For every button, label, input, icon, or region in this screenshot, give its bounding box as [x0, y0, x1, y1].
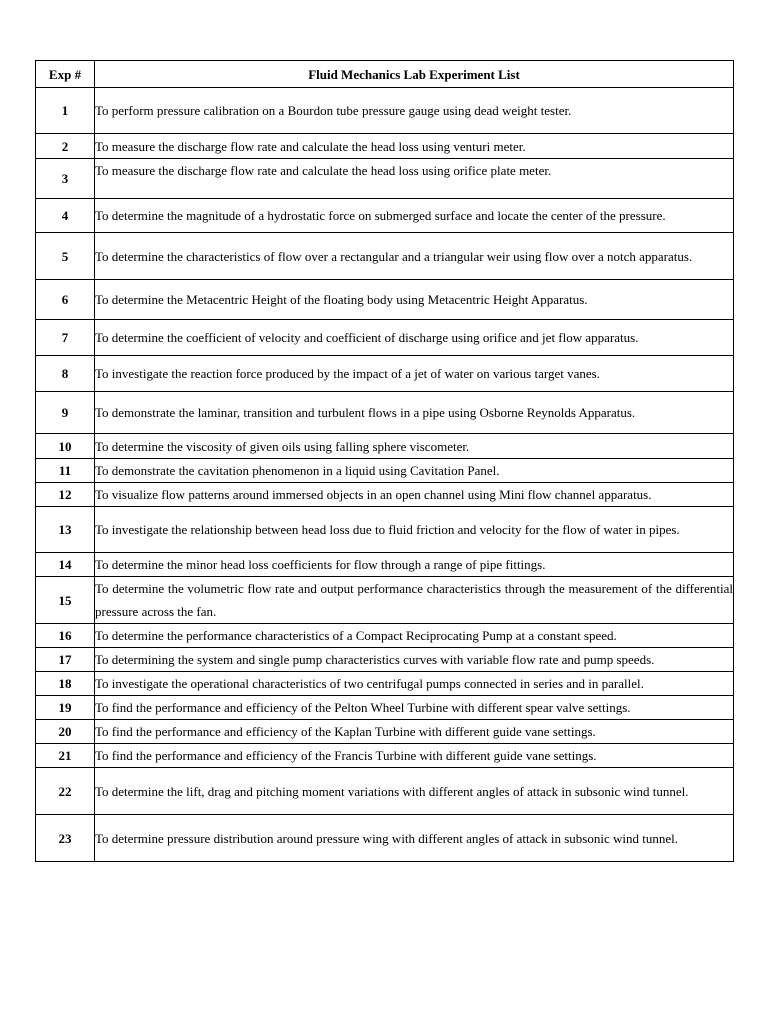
experiment-description: To demonstrate the cavitation phenomenon in a liquid using Cavitation Panel.: [95, 459, 734, 483]
table-title: Fluid Mechanics Lab Experiment List: [95, 61, 734, 88]
experiment-number: 7: [36, 320, 95, 356]
experiment-description: To determine the minor head loss coefficients for flow through a range of pipe fittings.: [95, 553, 734, 577]
experiment-description: To determining the system and single pump characteristics curves with variable flow rate and pump speeds.: [95, 648, 734, 672]
experiment-number: 18: [36, 672, 95, 696]
experiment-description: To determine the magnitude of a hydrostatic force on submerged surface and locate the center of the pressure.: [95, 199, 734, 233]
table-row: [36, 744, 734, 768]
experiment-description: To determine the volumetric flow rate and output performance characteristics through the measurement of the differential pressure across the fan.: [95, 577, 734, 624]
experiment-description: To demonstrate the laminar, transition and turbulent flows in a pipe using Osborne Reynolds Apparatus.: [95, 392, 734, 434]
table-row: [36, 648, 734, 672]
experiment-description: To investigate the relationship between head loss due to fluid friction and velocity for the flow of water in pipes.: [95, 507, 734, 553]
experiment-number: 2: [36, 134, 95, 159]
experiment-number: 17: [36, 648, 95, 672]
experiment-description: To determine the Metacentric Height of the floating body using Metacentric Height Apparatus.: [95, 280, 734, 320]
experiment-number: 1: [36, 88, 95, 134]
table-row: [36, 577, 734, 624]
experiment-number: 11: [36, 459, 95, 483]
experiment-number: 8: [36, 356, 95, 392]
table-row: [36, 199, 734, 233]
table-row: [36, 233, 734, 280]
experiment-number: 5: [36, 233, 95, 280]
experiment-number: 14: [36, 553, 95, 577]
experiment-description: To determine the viscosity of given oils using falling sphere viscometer.: [95, 434, 734, 459]
table-row: [36, 280, 734, 320]
column-header-exp-number: Exp #: [36, 61, 95, 88]
experiment-description: To determine the performance characteristics of a Compact Reciprocating Pump at a constant speed.: [95, 624, 734, 648]
experiment-number: 19: [36, 696, 95, 720]
experiment-number: 13: [36, 507, 95, 553]
experiment-description: To determine the coefficient of velocity and coefficient of discharge using orifice and jet flow apparatus.: [95, 320, 734, 356]
table-row: [36, 696, 734, 720]
experiment-number: 3: [36, 159, 95, 199]
table-row: [36, 815, 734, 862]
experiment-number: 6: [36, 280, 95, 320]
experiment-description: To find the performance and efficiency of the Pelton Wheel Turbine with different spear valve settings.: [95, 696, 734, 720]
table-row: [36, 134, 734, 159]
experiment-number: 16: [36, 624, 95, 648]
experiment-description: To find the performance and efficiency of the Kaplan Turbine with different guide vane settings.: [95, 720, 734, 744]
table-row: [36, 624, 734, 648]
experiment-description: To determine the characteristics of flow over a rectangular and a triangular weir using flow over a notch apparatus.: [95, 233, 734, 280]
experiment-description: To investigate the operational characteristics of two centrifugal pumps connected in series and in parallel.: [95, 672, 734, 696]
experiment-description: To investigate the reaction force produced by the impact of a jet of water on various target vanes.: [95, 356, 734, 392]
experiment-description: To measure the discharge flow rate and calculate the head loss using orifice plate meter.: [95, 159, 734, 199]
table-body: [36, 88, 734, 862]
table-row: [36, 507, 734, 553]
table-row: [36, 320, 734, 356]
table-row: [36, 768, 734, 815]
experiment-number: 21: [36, 744, 95, 768]
table-header-row: [36, 61, 734, 88]
experiment-number: 20: [36, 720, 95, 744]
experiment-list-table: [35, 60, 734, 862]
experiment-description: To determine the lift, drag and pitching moment variations with different angles of attack in subsonic wind tunnel.: [95, 768, 734, 815]
table-row: [36, 483, 734, 507]
experiment-number: 15: [36, 577, 95, 624]
experiment-number: 23: [36, 815, 95, 862]
experiment-description: To find the performance and efficiency of the Francis Turbine with different guide vane settings.: [95, 744, 734, 768]
table-row: [36, 672, 734, 696]
experiment-description: To visualize flow patterns around immersed objects in an open channel using Mini flow channel apparatus.: [95, 483, 734, 507]
experiment-number: 9: [36, 392, 95, 434]
table-row: [36, 459, 734, 483]
table-row: [36, 392, 734, 434]
table-row: [36, 434, 734, 459]
experiment-number: 10: [36, 434, 95, 459]
table-row: [36, 720, 734, 744]
experiment-description: To measure the discharge flow rate and calculate the head loss using venturi meter.: [95, 134, 734, 159]
table-row: [36, 88, 734, 134]
table-row: [36, 356, 734, 392]
experiment-number: 22: [36, 768, 95, 815]
table-row: [36, 553, 734, 577]
experiment-number: 4: [36, 199, 95, 233]
experiment-description: To perform pressure calibration on a Bourdon tube pressure gauge using dead weight tester.: [95, 88, 734, 134]
experiment-number: 12: [36, 483, 95, 507]
experiment-description: To determine pressure distribution around pressure wing with different angles of attack in subsonic wind tunnel.: [95, 815, 734, 862]
table-row: [36, 159, 734, 199]
